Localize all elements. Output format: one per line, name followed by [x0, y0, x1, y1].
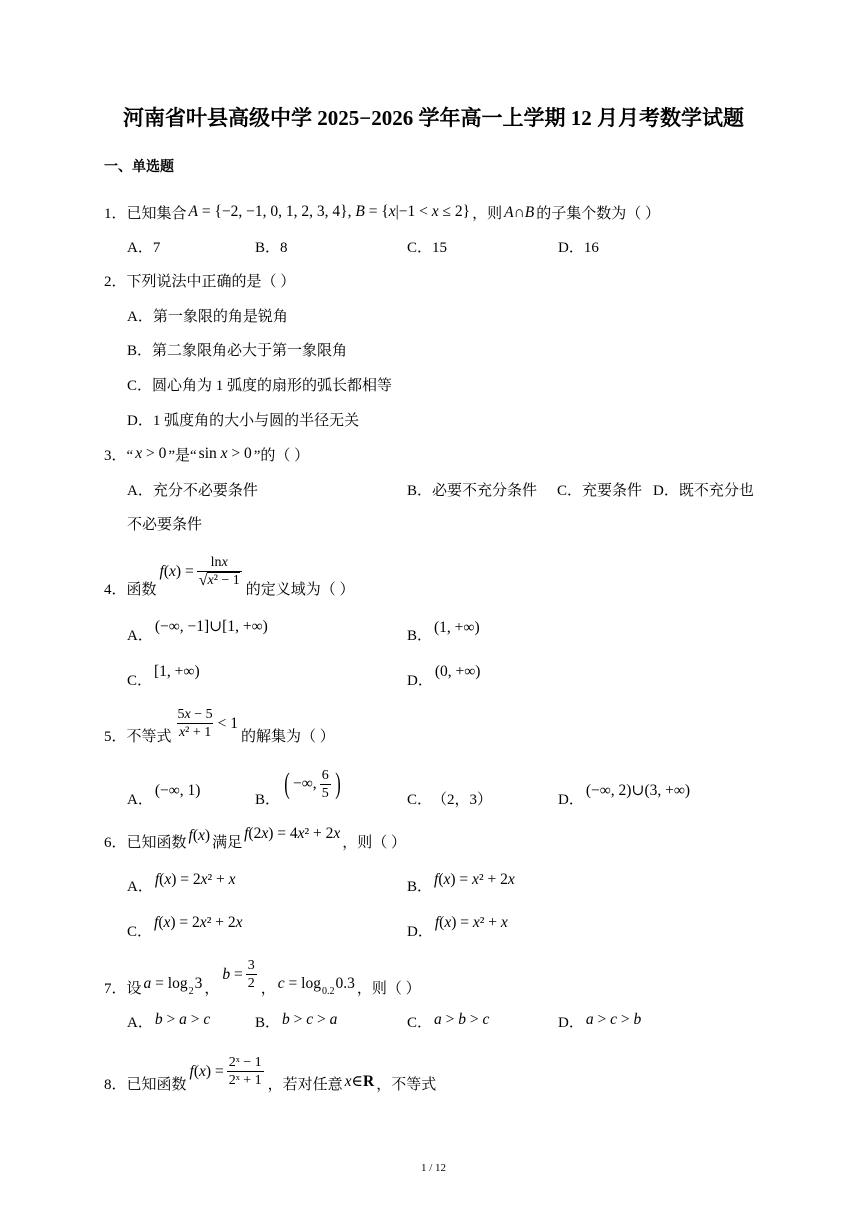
option-label: D．	[558, 792, 584, 808]
option-text: 充分不必要条件	[152, 483, 258, 499]
log-base: 0.2	[321, 986, 335, 997]
set-definition-formula: A = {−2, −1, 0, 1, 2, 3, 4}, B = {x|−1 < x ≤ 2}	[188, 203, 471, 220]
fraction-denominator: 2ˣ + 1	[228, 1073, 262, 1088]
option-label: B．	[127, 343, 153, 359]
option-text: 15	[432, 240, 448, 256]
option-label: C．	[557, 483, 583, 499]
question-2	[104, 272, 295, 292]
formula-lhs: f(x) =	[159, 563, 194, 580]
option-label: A．	[127, 240, 153, 256]
question-1-options	[0, 236, 867, 258]
option-label: A．	[127, 483, 153, 499]
option-text: 充要条件	[582, 483, 643, 499]
question-6-options-row-2	[0, 912, 867, 942]
question-4-options-row-1	[0, 616, 867, 646]
fraction-numerator: 5x − 5	[177, 707, 213, 722]
stem-text: 的子集个数为（ ）	[536, 206, 661, 222]
option-b	[255, 766, 345, 810]
option-label: B．	[407, 628, 433, 644]
functional-equation-formula: f(2x) = 4x² + 2x	[244, 825, 341, 842]
stem-text: ，	[260, 981, 276, 997]
question-7	[104, 956, 421, 999]
option-text: 必要不充分条件	[432, 483, 538, 499]
option-c	[407, 790, 492, 810]
radicand: x² − 1	[207, 573, 240, 588]
question-4-options-row-2	[0, 661, 867, 691]
option-d	[558, 1010, 643, 1033]
option-label: A．	[127, 792, 153, 808]
option-b	[407, 618, 482, 646]
option-b	[255, 1010, 339, 1033]
stem-text: ”是“	[168, 448, 197, 464]
option-d	[558, 238, 599, 258]
option-label: A．	[127, 879, 153, 895]
option-text: 8	[280, 240, 288, 256]
option-label: D．	[407, 924, 433, 940]
fraction	[320, 767, 331, 802]
option-text: 16	[583, 240, 599, 256]
question-7-options	[0, 1010, 867, 1033]
question-number: 3．	[104, 448, 127, 464]
option-label: B．	[255, 240, 281, 256]
fraction	[246, 957, 257, 992]
condition-formula: sin x > 0	[198, 445, 252, 462]
function-formula	[189, 1054, 266, 1089]
stem-text: ”的（ ）	[253, 448, 310, 464]
question-5	[104, 706, 335, 747]
option-label: A．	[127, 628, 153, 644]
option-a	[127, 617, 270, 646]
question-number: 5．	[104, 729, 127, 745]
section-heading: 一、单选题	[104, 160, 174, 175]
question-4	[104, 555, 355, 600]
option-formula: f(x) = x² + x	[434, 914, 508, 931]
option-label: C．	[407, 792, 433, 808]
option-formula: (−∞, −1]∪[1, +∞)	[154, 618, 268, 635]
option-label: A．	[127, 309, 153, 325]
option-formula: f(x) = x² + 2x	[434, 871, 515, 888]
option-formula: [1, +∞)	[154, 663, 200, 680]
option-text: 7	[152, 240, 161, 256]
stem-text: ，不等式	[376, 1077, 437, 1093]
stem-text: 设	[126, 981, 142, 997]
option-label: D．	[653, 483, 679, 499]
option-formula	[282, 766, 343, 802]
option-text: 既不充分也不必要条件	[127, 483, 754, 533]
option-c	[407, 1010, 491, 1033]
stem-text: 已知函数	[126, 1077, 187, 1093]
condition-formula: x > 0	[135, 445, 167, 462]
function-formula	[159, 554, 244, 590]
option-text: 1 弧度角的大小与圆的半径无关	[152, 413, 360, 429]
domain-formula: x∈R	[344, 1073, 375, 1090]
question-6-options-row-1	[0, 869, 867, 897]
option-text: 圆心角为 1 弧度的扇形的弧长都相等	[152, 378, 393, 394]
option-b	[127, 341, 347, 361]
page-number: 1 / 12	[420, 1162, 447, 1174]
option-c	[557, 474, 653, 508]
question-8	[104, 1054, 436, 1095]
option-label: D．	[558, 1015, 584, 1031]
option-b	[407, 870, 517, 897]
option-text: 第二象限角必大于第一象限角	[152, 343, 348, 359]
option-label: C．	[407, 240, 433, 256]
fraction-denominator	[197, 571, 242, 590]
question-3	[104, 446, 309, 466]
option-label: B．	[407, 483, 433, 499]
option-label: C．	[407, 1015, 433, 1031]
option-label: D．	[127, 413, 153, 429]
option-d	[558, 781, 692, 810]
exam-title: 河南省叶县高级中学 2025−2026 学年高一上学期 12 月月考数学试题	[123, 106, 744, 130]
intersection-formula: A∩B	[504, 204, 535, 221]
question-5-options	[0, 760, 867, 810]
option-formula: (1, +∞)	[434, 619, 480, 636]
log-prefix: c = log	[277, 975, 321, 992]
option-a	[127, 307, 288, 327]
option-label: C．	[127, 673, 153, 689]
stem-text: 下列说法中正确的是（ ）	[126, 274, 296, 290]
question-number: 4．	[104, 582, 127, 598]
option-label: B．	[255, 1015, 281, 1031]
stem-text: ，则（ ）	[356, 981, 421, 997]
option-b	[255, 238, 288, 258]
question-number: 7．	[104, 981, 127, 997]
log-argument: 0.3	[335, 975, 355, 992]
option-a	[127, 781, 202, 810]
stem-text: 函数	[126, 582, 157, 598]
option-b	[407, 474, 557, 508]
interval-start: −∞,	[293, 775, 317, 792]
log-formula-c	[277, 974, 355, 997]
option-label: B．	[255, 792, 281, 808]
question-number: 1．	[104, 206, 127, 222]
option-formula: (−∞, 1)	[154, 782, 201, 799]
option-label: C．	[127, 378, 153, 394]
inequality-rhs: < 1	[217, 714, 239, 732]
fraction-numerator: 2ˣ − 1	[228, 1055, 262, 1070]
open-paren: (	[284, 767, 290, 800]
question-1	[104, 200, 660, 224]
fraction-numerator: lnx	[210, 555, 228, 570]
option-c	[127, 662, 202, 691]
stem-text: ，则（ ）	[342, 835, 407, 851]
question-number: 6．	[104, 835, 127, 851]
fraction-denominator: 2	[247, 976, 255, 991]
log-argument: 3	[194, 975, 203, 992]
fraction-numerator: 6	[321, 767, 329, 783]
option-formula: b > c > a	[282, 1011, 338, 1028]
option-label: C．	[127, 924, 153, 940]
log-base: 2	[188, 986, 194, 997]
formula-lhs: f(x) =	[189, 1062, 224, 1080]
stem-text: 满足	[212, 835, 243, 851]
radical-sign: √	[198, 572, 208, 589]
option-formula: b > a > c	[154, 1011, 211, 1028]
inequality-formula	[174, 706, 240, 741]
square-root	[199, 572, 240, 589]
fraction-denominator: 5	[321, 785, 329, 801]
question-6	[104, 825, 406, 853]
stem-text: ，则	[472, 206, 503, 222]
option-label: D．	[558, 240, 584, 256]
option-a	[127, 238, 160, 258]
stem-text: 已知集合	[126, 206, 187, 222]
stem-text: “	[126, 448, 134, 464]
option-formula: (−∞, 2)∪(3, +∞)	[585, 782, 691, 799]
option-c	[407, 238, 447, 258]
option-label: D．	[407, 673, 433, 689]
question-3-options	[127, 474, 762, 542]
fraction	[227, 1054, 264, 1089]
option-d	[127, 411, 359, 431]
stem-text: 不等式	[126, 729, 172, 745]
formula-lhs: b =	[222, 965, 243, 983]
function-formula: f(x)	[188, 827, 211, 844]
option-a	[127, 474, 407, 508]
fraction	[176, 706, 215, 741]
question-number: 8．	[104, 1077, 127, 1093]
option-label: A．	[127, 1015, 153, 1031]
option-formula: (0, +∞)	[434, 663, 481, 680]
stem-text: 的解集为（ ）	[241, 729, 335, 745]
option-formula: f(x) = 2x² + x	[154, 871, 236, 888]
stem-text: ，若对任意	[267, 1077, 343, 1093]
fraction	[197, 554, 242, 590]
fraction-numerator: 3	[247, 958, 255, 973]
question-number: 2．	[104, 274, 127, 290]
option-c	[127, 913, 244, 942]
option-label: B．	[407, 879, 433, 895]
option-formula: a > c > b	[585, 1011, 642, 1028]
log-formula-a	[143, 974, 203, 997]
option-text: （2，3）	[432, 792, 493, 808]
option-formula: a > b > c	[434, 1011, 490, 1028]
fraction-denominator: x² + 1	[178, 725, 212, 740]
option-c	[127, 376, 392, 396]
option-text: 第一象限的角是锐角	[152, 309, 288, 325]
close-paren: )	[334, 767, 341, 800]
stem-text: 已知函数	[126, 835, 187, 851]
option-a	[127, 1010, 212, 1033]
option-a	[127, 870, 238, 897]
option-d	[407, 913, 510, 942]
option-formula: f(x) = 2x² + 2x	[154, 914, 243, 931]
log-prefix: a = log	[143, 975, 188, 992]
fraction-formula-b	[221, 957, 258, 992]
option-d	[407, 662, 482, 691]
stem-text: 的定义域为（ ）	[245, 582, 355, 598]
stem-text: ，	[204, 981, 220, 997]
